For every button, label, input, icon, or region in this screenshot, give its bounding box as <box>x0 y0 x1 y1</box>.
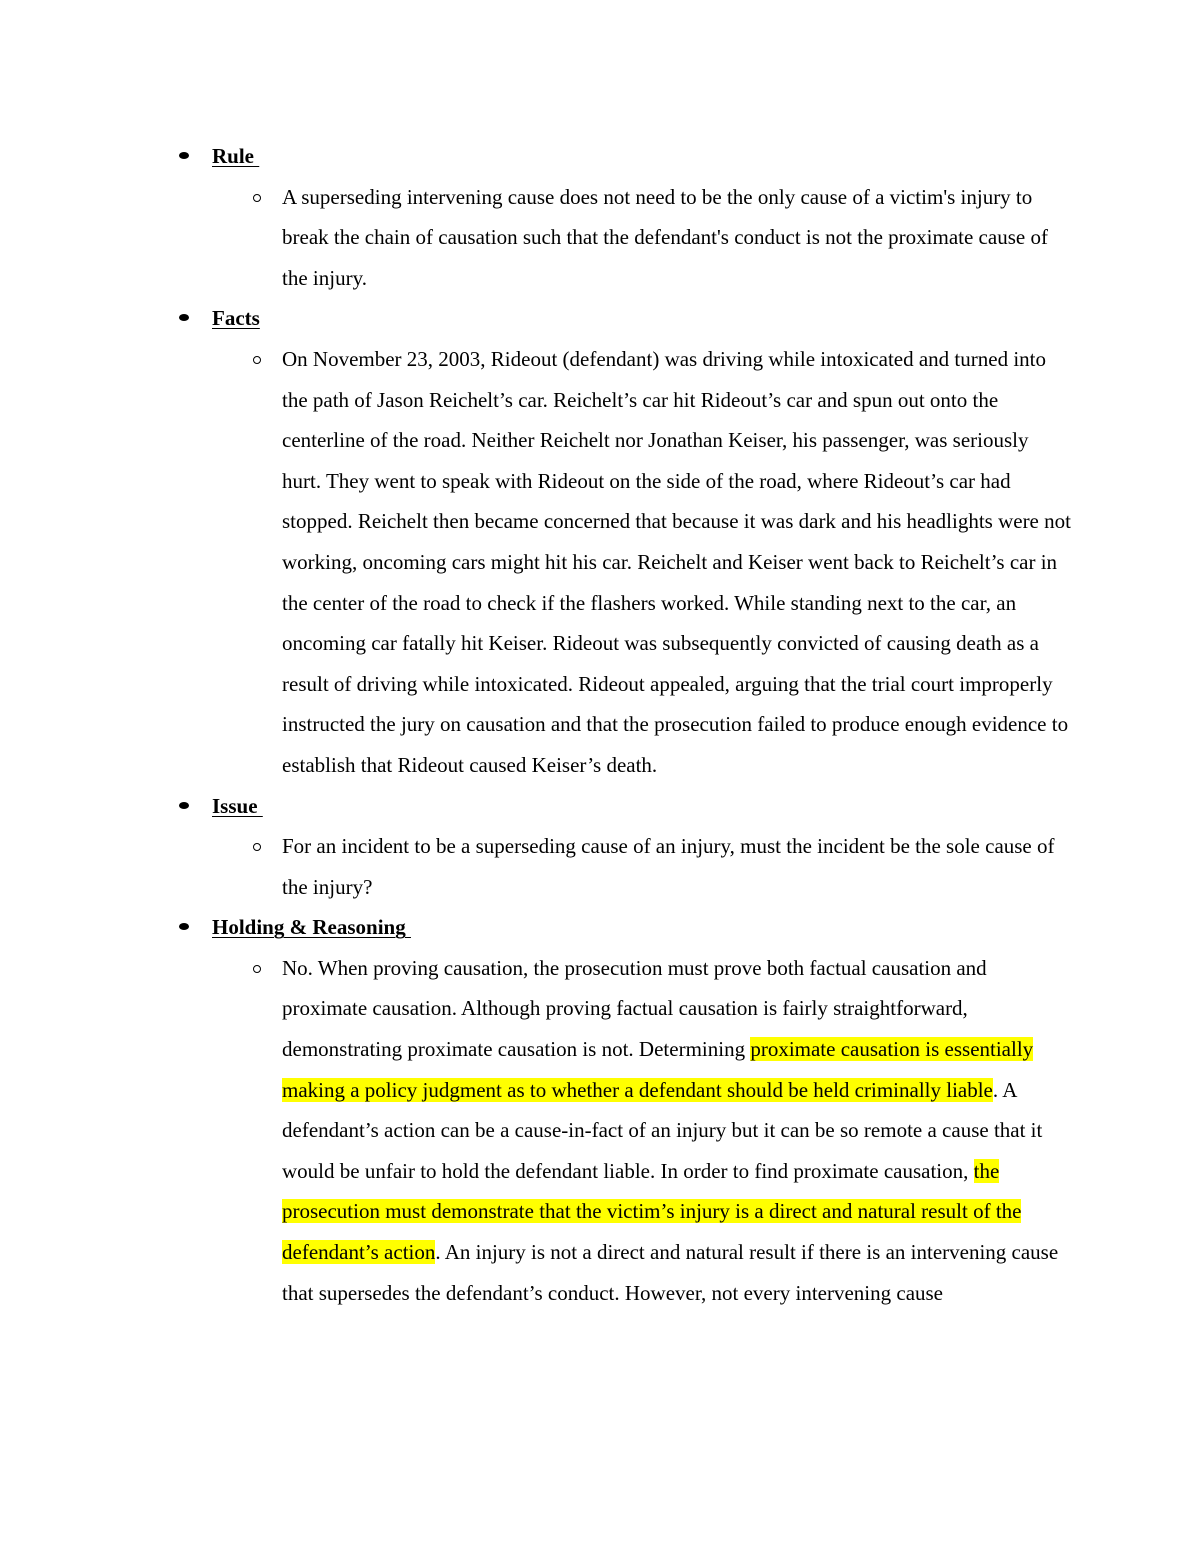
holding-item <box>170 948 1070 1313</box>
hollow-bullet-icon <box>253 356 261 364</box>
facts-item <box>170 339 1070 786</box>
facts-heading: Facts <box>212 306 260 331</box>
rule-text: A superseding intervening cause does not need to be the only cause of a victim's injury to break the chain of causation such that the defendant's conduct is not the proximate cause of the injury. <box>282 184 1048 290</box>
holding-heading-row <box>170 907 1070 948</box>
holding-text-part1: No. When proving causation, the prosecution must prove both factual causation and proximate causation. Although proving factual causation is fairly straightforward, demonstrating proximate causation is not. Determining <box>282 955 987 1062</box>
hollow-bullet-icon <box>253 194 261 202</box>
filled-bullet-icon <box>179 314 189 321</box>
facts-heading-row <box>170 298 1070 339</box>
facts-section <box>170 298 1070 785</box>
filled-bullet-icon <box>179 802 189 809</box>
issue-heading-row <box>170 786 1070 827</box>
filled-bullet-icon <box>179 923 189 930</box>
holding-text <box>282 948 1072 1313</box>
rule-heading-row <box>170 136 1070 177</box>
highlighted-text-policy-judgment: proximate causation is essentially making a policy judgment as to whether a defendant should be held criminally liable <box>282 1037 1034 1102</box>
hollow-bullet-icon <box>253 965 261 973</box>
filled-bullet-icon <box>179 152 189 159</box>
holding-text-part2: . A defendant’s action can be a cause-in-fact of an injury but it can be so remote a cause that it would be unfair to hold the defendant liable. In order to find proximate causation, <box>282 1077 1043 1183</box>
case-brief <box>170 136 1070 1313</box>
holding-heading: Holding & Reasoning <box>212 915 411 940</box>
issue-text: For an incident to be a superseding cause of an injury, must the incident be the sole cause of the injury? <box>282 834 1055 899</box>
rule-item <box>170 177 1070 299</box>
highlighted-text-direct-natural-result: the prosecution must demonstrate that the victim’s injury is a direct and natural result of the defendant’s action <box>282 1158 1022 1265</box>
holding-section <box>170 907 1070 1313</box>
holding-text-part3: . An injury is not a direct and natural result if there is an intervening cause that supersedes the defendant’s conduct. However, not every intervening cause <box>282 1240 1059 1305</box>
issue-section <box>170 786 1070 908</box>
facts-text: On November 23, 2003, Rideout (defendant) was driving while intoxicated and turned into the path of Jason Reichelt’s car. Reichelt’s car hit Rideout’s car and spun out onto the centerline of the road. Neither Reichelt nor Jonathan Keiser, his passenger, was seriously hurt. They went to speak with Rideout on the side of the road, where Rideout’s car had stopped. Reichelt then became concerned that because it was dark and his headlights were not working, oncoming cars might hit his car. Reichelt and Keiser went back to Reichelt’s car in the center of the road to check if the flashers worked. While standing next to the car, an oncoming car fatally hit Keiser. Rideout was subsequently convicted of causing death as a result of driving while intoxicated. Rideout appealed, arguing that the trial court improperly instructed the jury on causation and that the prosecution failed to produce enough evidence to establish that Rideout caused Keiser’s death. <box>282 346 1071 777</box>
issue-heading: Issue <box>212 793 263 818</box>
rule-section <box>170 136 1070 298</box>
hollow-bullet-icon <box>253 843 261 851</box>
rule-heading: Rule <box>212 144 260 168</box>
issue-item <box>170 826 1070 907</box>
